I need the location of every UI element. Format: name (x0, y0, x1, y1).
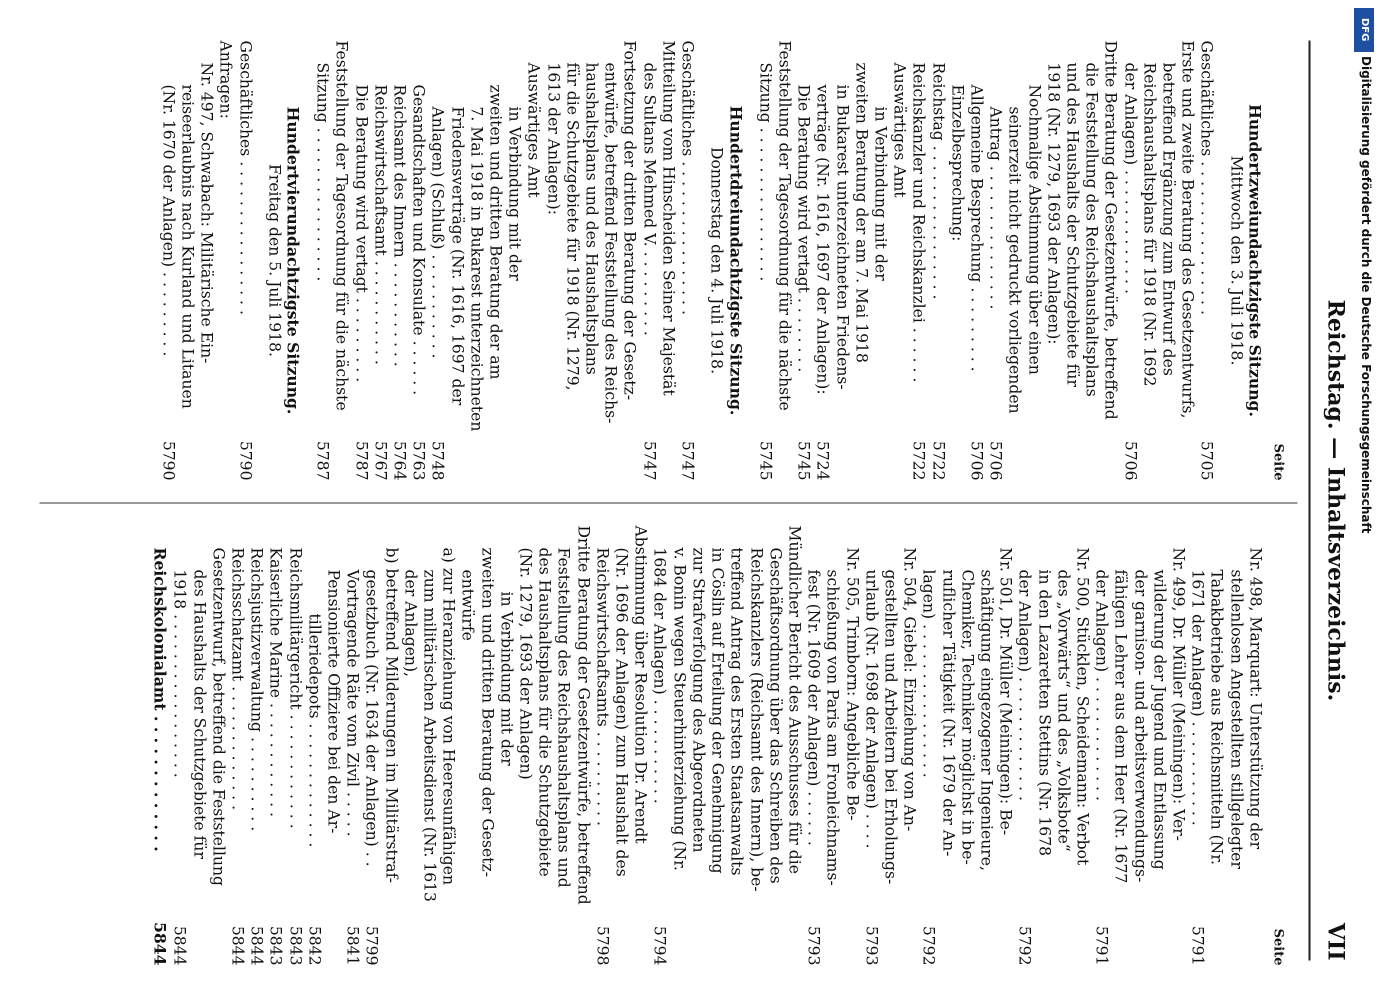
entry-text: Reichskolonialamt . . . . . . . . . . . . . (150, 547, 170, 852)
left-entries (158, 41, 1264, 481)
toc-entry (957, 526, 976, 966)
toc-entry (803, 526, 822, 966)
entry-page-number: 5748 (428, 440, 447, 481)
toc-entry (889, 41, 908, 481)
toc-entry (976, 526, 995, 966)
toc-entry (650, 526, 669, 966)
entry-text: 1613 der Anlagen): (544, 62, 563, 215)
entry-text: entwürfe (458, 569, 477, 641)
entry-text: 1918 (Nr. 1279, 1693 der Anlagen): (1044, 62, 1063, 345)
toc-entry (524, 41, 543, 481)
toc-entry (928, 41, 947, 481)
session-date (707, 41, 726, 481)
entry-text: des „Vorwärts“ und des „Volksbote“ (1054, 569, 1073, 852)
entry-page-number: 5724 (813, 440, 832, 481)
entry-text: Hundertdreiundachtzigste Sitzung. (726, 105, 746, 416)
entry-text: Nr. 504, Giebel: Einziehung von An- (900, 547, 919, 832)
seite-label-left: Seite (1270, 443, 1286, 481)
entry-text: (Nr. 1279, 1693 der Anlagen) (516, 547, 535, 780)
toc-entry (774, 41, 793, 481)
entry-page-number: 5787 (313, 440, 332, 481)
entry-text: zweiten Beratung der am 7. Mai 1918 (852, 62, 871, 363)
entry-text: Reichsmilitärgericht . . . . . . . . . . . . (286, 547, 305, 829)
seite-label-right: Seite (1270, 928, 1286, 966)
toc-entry (235, 41, 254, 481)
entry-gap (1216, 41, 1226, 481)
toc-entry (851, 41, 870, 481)
entry-text: lagen) . . . . . . . . . . . . . . . . (919, 569, 938, 778)
toc-entry (919, 526, 938, 966)
entry-text: Die Beratung wird vertagt . . . . . . . . (794, 84, 813, 373)
entry-text: 1918 . . . . . . . . . . . . . . . . . (170, 569, 189, 778)
entry-text: der Anlagen) . . . . . . . . . . . . . (1015, 569, 1034, 801)
toc-entry (266, 526, 285, 966)
toc-entry (581, 41, 600, 481)
toc-entry (197, 41, 216, 481)
running-header (1315, 41, 1355, 961)
toc-entry (727, 526, 746, 966)
entry-text: der Anlagen) . . . . . . . . . . . . . (1121, 62, 1140, 294)
entry-text: des Haushaltsplans für die Schutzgebiete (535, 547, 554, 877)
toc-entry (1168, 526, 1187, 966)
entry-text: Antrag . . . . . . . . . . . . . . . (986, 106, 1005, 310)
entry-text: Auswärtiges Amt (890, 62, 909, 198)
entry-text: Reichsjustizverwaltung . . . . . . . . . . (247, 547, 266, 832)
entry-text: Nr. 501, Dr. Müller (Meiningen): Be- (996, 547, 1015, 836)
entry-text: Dritte Beratung der Gesetzentwürfe, betreffend (574, 525, 593, 905)
toc-entry (247, 526, 266, 966)
toc-entry (1149, 526, 1168, 966)
toc-entry (1005, 41, 1024, 481)
entry-text: wilderung der Jugend und Entlassung (1150, 569, 1169, 870)
entry-text: ruflicher Tätigkeit (Nr. 1679 der An- (939, 569, 958, 857)
header-title: Reichstag. — Inhaltsverzeichnis. (1322, 299, 1349, 702)
entry-text: des Haushalts der Schutzgebiete für (190, 569, 209, 859)
entry-text: Nr. 505, Trimborn: Angebliche Be- (843, 547, 862, 821)
entry-text: haushaltsplans und des Haushaltsplans (582, 62, 601, 375)
right-column (40, 526, 1288, 966)
toc-entry (592, 526, 611, 966)
entry-page-number: 5745 (794, 440, 813, 481)
toc-entry (485, 41, 504, 481)
entry-text: Feststellung der Tagesordnung für die nächste (775, 40, 794, 411)
entry-page-number: 5844 (150, 922, 170, 966)
header-rule (1309, 41, 1311, 961)
entry-text: schießung von Paris am Fronleichnams- (823, 569, 842, 886)
entry-text: Sitzung . . . . . . . . . . . . . . . . (756, 62, 775, 282)
entry-page-number: 5844 (228, 925, 247, 966)
entry-text: Vortragende Räte vom Zivil . . . . . (343, 569, 362, 837)
toc-entry (170, 526, 189, 966)
entry-page-number: 5706 (1121, 440, 1140, 481)
entry-text: Pensionierte Offiziere bei den Ar- (324, 569, 343, 834)
toc-entry (447, 41, 466, 481)
toc-entry (1158, 41, 1177, 481)
toc-entry (535, 526, 554, 966)
entry-text: Fortsetzung der dritten Beratung der Gesetz- (621, 40, 639, 401)
entry-page-number: 5841 (343, 925, 362, 966)
toc-entry (543, 41, 562, 481)
toc-entry (573, 526, 592, 966)
toc-entry (1043, 41, 1062, 481)
entry-text: zweiten und dritten Beratung der am (486, 84, 505, 380)
session-date (264, 41, 283, 481)
entry-text: 1684 der Anlagen) . . . . . . . . . . . (651, 547, 669, 804)
entry-page-number: 5722 (929, 440, 948, 481)
toc-entry (554, 526, 573, 966)
toc-entry (466, 41, 485, 481)
toc-entry (1197, 41, 1216, 481)
toc-entry (601, 41, 620, 481)
entry-text: Reichshaushaltsplans für 1918 (Nr. 1692 (1140, 62, 1159, 387)
toc-entry (1130, 526, 1149, 966)
toc-entry (1034, 526, 1053, 966)
toc-entry (899, 526, 918, 966)
entry-text: fähigen Lehrer aus dem Heer (Nr. 1677 (1111, 569, 1130, 884)
entry-text: Reichstag . . . . . . . . . . . . . . . . (929, 62, 948, 300)
entry-text: Abstimmung über Resolution Dr. Arendt (631, 525, 650, 844)
entry-text: Anlagen) (Schluß) . . . . . . . . . . . (428, 106, 447, 359)
entry-text: (Nr. 1670 der Anlagen) . . . . . . . . . (159, 84, 178, 357)
toc-entry (189, 526, 208, 966)
entry-text: Nr. 499, Dr. Müller (Meiningen): Ver- (1169, 547, 1188, 841)
toc-entry (332, 41, 351, 481)
entry-text: Reichsamt des Innern . . . . . . . . . . . (390, 84, 409, 367)
session-date (1226, 41, 1245, 481)
entry-page-number: 5722 (909, 440, 928, 481)
toc-entry (1072, 526, 1091, 966)
toc-entry (688, 526, 707, 966)
entry-text: Friedensverträge (Nr. 1616, 1697 der (448, 106, 467, 406)
entry-page-number: 5763 (409, 440, 428, 481)
toc-entry (151, 526, 170, 966)
toc-entry (351, 41, 370, 481)
entry-text: Mitteilung vom Hinscheiden Seiner Majestät (659, 40, 678, 396)
toc-entry (947, 41, 966, 481)
entry-text: der garnison- und arbeitsverwendungs- (1131, 569, 1150, 883)
toc-entry (1053, 526, 1072, 966)
entry-page-number: 5747 (640, 440, 659, 481)
entry-text: Erste und zweite Beratung des Gesetzentwurfs, (1178, 40, 1197, 419)
toc-entry (370, 41, 389, 481)
toc-entry (669, 526, 688, 966)
entry-text: Sitzung . . . . . . . . . . . . . . . . (313, 62, 332, 282)
session-heading (1245, 41, 1264, 481)
entry-text: Feststellung des Reichshaushaltsplans und (554, 547, 573, 888)
toc-entry (1177, 41, 1196, 481)
entry-page-number: 5794 (651, 925, 669, 966)
toc-entry (505, 41, 524, 481)
toc-entry (631, 526, 650, 966)
toc-entry (496, 526, 515, 966)
entry-text: a) zur Heranziehung von Heeresunfähigen (439, 547, 458, 886)
entry-page-number: 5843 (266, 925, 285, 966)
toc-entry (313, 41, 332, 481)
entry-page-number: 5790 (159, 440, 178, 481)
entry-text: zur Strafverfolgung des Abgeordneten (689, 547, 708, 853)
toc-entry (439, 526, 458, 966)
toc-entry (861, 526, 880, 966)
toc-entry (1245, 526, 1264, 966)
toc-entry (813, 41, 832, 481)
toc-entry (620, 41, 639, 481)
toc-entry (409, 41, 428, 481)
toc-entry (400, 526, 419, 966)
entry-text: verträge (Nr. 1616, 1697 der Anlagen): (813, 84, 832, 395)
entry-text: (Nr. 1696 der Anlagen) zum Haushalt des (612, 547, 631, 877)
entry-text: schäftigung eingezogener Ingenieure, (977, 569, 996, 871)
entry-text: tilleriedepots . . . . . . . . . . . . . (305, 613, 324, 848)
toc-entry (216, 41, 235, 481)
entry-text: v. Bonin wegen Steuerhinterziehung (Nr. (670, 547, 689, 871)
entry-page-number: 5844 (247, 925, 266, 966)
entry-page-number: 5792 (919, 925, 938, 966)
entry-page-number: 5791 (1188, 925, 1207, 966)
toc-entry (1120, 41, 1139, 481)
entry-text: 1671 der Anlagen) . . . . . . . . . . . (1188, 569, 1207, 826)
entry-text: Hundertvierundachtzigste Sitzung. (283, 106, 303, 415)
toc-entry (909, 41, 928, 481)
entry-text: Hundertzweiundachtzigste Sitzung. (1245, 104, 1265, 417)
entry-text: 7. Mai 1918 in Bukarest unterzeichneten (467, 106, 486, 432)
toc-entry (343, 526, 362, 966)
toc-entry (323, 526, 342, 966)
entry-gap (303, 41, 313, 481)
toc-entry (793, 41, 812, 481)
entry-page-number: 5767 (371, 440, 390, 481)
entry-text: zweiten und dritten Beratung der Gesetz- (478, 547, 497, 878)
entry-text: Gesetzentwurf, betreffend die Feststellung (209, 547, 228, 887)
entry-text: stellenlosen Angestellten stillgelegter (1227, 569, 1246, 869)
toc-entry (823, 526, 842, 966)
entry-text: in Verbindung mit der (871, 106, 890, 281)
right-entries (151, 526, 1265, 966)
toc-entry (428, 41, 447, 481)
entry-text: Geschäftliches . . . . . . . . . . . . . . . . (236, 40, 255, 315)
entry-text: Reichswirtschaftsamt . . . . . . . . . . . (371, 84, 390, 365)
entry-page-number: 5747 (678, 440, 697, 481)
session-heading (726, 41, 745, 481)
entry-text: in Cöslin auf Erteilung der Genehmigung (708, 547, 727, 874)
entry-page-number: 5843 (286, 925, 305, 966)
toc-entry (938, 526, 957, 966)
entry-page-number: 5705 (1197, 440, 1216, 481)
entry-text: des Sultans Mehmed V. . . . . . . . . . (640, 62, 659, 336)
toc-entry (832, 41, 851, 481)
toc-entry (842, 526, 861, 966)
toc-entry (1091, 526, 1110, 966)
toc-entry (177, 41, 196, 481)
toc-entry (1101, 41, 1120, 481)
entry-gap (254, 41, 264, 481)
entry-text: Anfragen: (216, 40, 235, 119)
dfg-logo: DFG (1354, 8, 1374, 52)
entry-text: Geschäftsordnung über das Schreiben des (766, 547, 785, 884)
session-heading (283, 41, 302, 481)
toc-entry (985, 41, 1004, 481)
toc-entry (746, 526, 765, 966)
toc-entry (966, 41, 985, 481)
toc-entry (389, 41, 408, 481)
toc-entry (1015, 526, 1034, 966)
toc-entry (870, 41, 889, 481)
entry-text: in den Lazaretten Stettins (Nr. 1678 (1035, 569, 1054, 857)
toc-entry (658, 41, 677, 481)
entry-text: in Bukarest unterzeichneten Friedens- (833, 84, 852, 390)
entry-text: Geschäftliches . . . . . . . . . . . . . . . . (678, 40, 697, 315)
digitization-credit: Digitalisierung gefördert durch die Deutsche Forschungsgemeinschaft (1359, 56, 1373, 534)
toc-entry (304, 526, 323, 966)
entry-text: Mittwoch den 3. Juli 1918. (1227, 155, 1246, 366)
entry-page-number: 5791 (1092, 925, 1111, 966)
entry-text: seinerzeit nicht gedruckt vorliegenden (1005, 106, 1024, 414)
toc-entry (158, 41, 177, 481)
entry-page-number: 5764 (390, 440, 409, 481)
toc-entry (285, 526, 304, 966)
entry-text: Feststellung der Tagesordnung für die nächste (332, 40, 351, 411)
toc-entry (1111, 526, 1130, 966)
entry-text: urlaub (Nr. 1698 der Anlagen) . . . . (862, 569, 881, 849)
toc-entry (1139, 41, 1158, 481)
entry-page-number: 5842 (305, 925, 324, 966)
entry-text: Nr. 498, Marquart: Unterstützung der (1246, 547, 1265, 850)
entry-text: der Anlagen), (401, 569, 420, 678)
toc-entry (995, 526, 1014, 966)
entry-text: gestellten und Arbeitern bei Erholungs- (881, 569, 900, 885)
page-number: VII (1322, 922, 1349, 961)
entry-text: betreffend Ergänzung zum Entwurf des (1159, 62, 1178, 376)
entry-text: in Verbindung mit der (497, 591, 516, 766)
toc-entry (765, 526, 784, 966)
entry-text: treffend Antrag des Ersten Staatsanwalts (727, 547, 746, 876)
entry-text: Reichskanzler und Reichskanzlei . . . . . . (909, 62, 928, 383)
entry-gap (745, 41, 755, 481)
entry-text: Auswärtiges Amt (524, 62, 543, 198)
toc-entry (208, 526, 227, 966)
rotated-page (0, 1, 1383, 1001)
entry-page-number: 5706 (967, 440, 986, 481)
toc-entry (1207, 526, 1226, 966)
entry-text: Tabakbetriebe aus Reichsmitteln (Nr. (1207, 569, 1226, 866)
entry-text: und des Haushalts der Schutzgebiete für (1063, 62, 1082, 387)
entry-page-number: 5844 (170, 925, 189, 966)
entry-text: Freitag den 5. Juli 1918. (265, 164, 284, 357)
toc-entry (755, 41, 774, 481)
entry-page-number: 5745 (756, 440, 775, 481)
entry-page-number: 5792 (1015, 925, 1034, 966)
entry-text: Die Beratung wird vertagt . . . . . . . . . (352, 84, 371, 383)
entry-page-number: 5799 (362, 925, 381, 966)
entry-text: in Verbindung mit der (505, 106, 524, 281)
toc-entry (562, 41, 581, 481)
entry-text: Donnerstag den 4. Juli 1918. (707, 146, 726, 375)
entry-text: Mündlicher Bericht des Ausschusses für die (785, 525, 804, 874)
entry-text: Nr. 497, Schwabach: Militärische Ein- (197, 62, 216, 364)
entry-text: Reichswirtschaftsamts . . . . . . . . . . (593, 547, 612, 826)
entry-text: Nr. 500, Stücklen, Scheidemann: Verbot (1073, 547, 1092, 866)
entry-text: Reichskanzlers (Reichsamt des Innern), be- (747, 547, 766, 892)
entry-text: zum militärischen Arbeitsdienst (Nr. 1613 (420, 569, 439, 902)
toc-entry (515, 526, 534, 966)
toc-entry (458, 526, 477, 966)
toc-entry (1081, 41, 1100, 481)
entry-text: für die Schutzgebiete für 1918 (Nr. 1279, (563, 62, 582, 391)
toc-entry (419, 526, 438, 966)
entry-page-number: 5787 (352, 440, 371, 481)
toc-entry (1024, 41, 1043, 481)
entry-text: die Feststellung des Reichshaushaltsplans (1082, 62, 1101, 397)
entry-text: Reichsschatzamt . . . . . . . . . . . . . (228, 547, 247, 811)
toc-entry (381, 526, 400, 966)
column-divider (40, 503, 1298, 504)
entry-text: gesetzbuch (Nr. 1634 der Anlagen) . . (362, 569, 381, 867)
entry-text: der Anlagen) . . . . . . . . . . . . . (1092, 569, 1111, 801)
entry-text: Nochmalige Abstimmung über einen (1025, 84, 1044, 375)
toc-entry (677, 41, 696, 481)
entry-page-number: 5798 (593, 925, 612, 966)
entry-page-number: 5706 (986, 440, 1005, 481)
entry-text: fest (Nr. 1609 der Anlagen) . . . . . . (804, 569, 823, 846)
toc-entry (1187, 526, 1206, 966)
toc-entry (1226, 526, 1245, 966)
entry-text: Chemiker, Techniker möglichst in be- (958, 569, 977, 865)
entry-page-number: 5790 (236, 440, 255, 481)
entry-text: Geschäftliches . . . . . . . . . . . . . . . . (1197, 40, 1216, 315)
entry-gap (697, 41, 707, 481)
left-column (40, 41, 1288, 481)
toc-entry (639, 41, 658, 481)
toc-entry (880, 526, 899, 966)
toc-entry (477, 526, 496, 966)
entry-text: Gesandtschaften und Konsulate . . . . . . (409, 84, 428, 396)
entry-text: Einzelbesprechung: (948, 84, 967, 242)
toc-entry (227, 526, 246, 966)
toc-entry (784, 526, 803, 966)
toc-entry (1062, 41, 1081, 481)
entry-text: Kaiserliche Marine . . . . . . . . . . . . (266, 547, 285, 817)
entry-page-number: 5793 (804, 925, 823, 966)
entry-page-number: 5793 (862, 925, 881, 966)
toc-entry (362, 526, 381, 966)
toc-entry (611, 526, 630, 966)
entry-text: b) betreffend Milderungen im Militärstraf- (382, 547, 401, 884)
entry-text: entwürfe, betreffend Feststellung des Reichs- (601, 62, 620, 424)
entry-text: Dritte Beratung der Gesetzentwürfe, betreffend (1101, 40, 1120, 420)
entry-text: Allgemeine Besprechung . . . . . . . . . (967, 84, 986, 372)
entry-text: reiseerlaubnis nach Kurland und Litauen (178, 84, 197, 409)
toc-entry (707, 526, 726, 966)
